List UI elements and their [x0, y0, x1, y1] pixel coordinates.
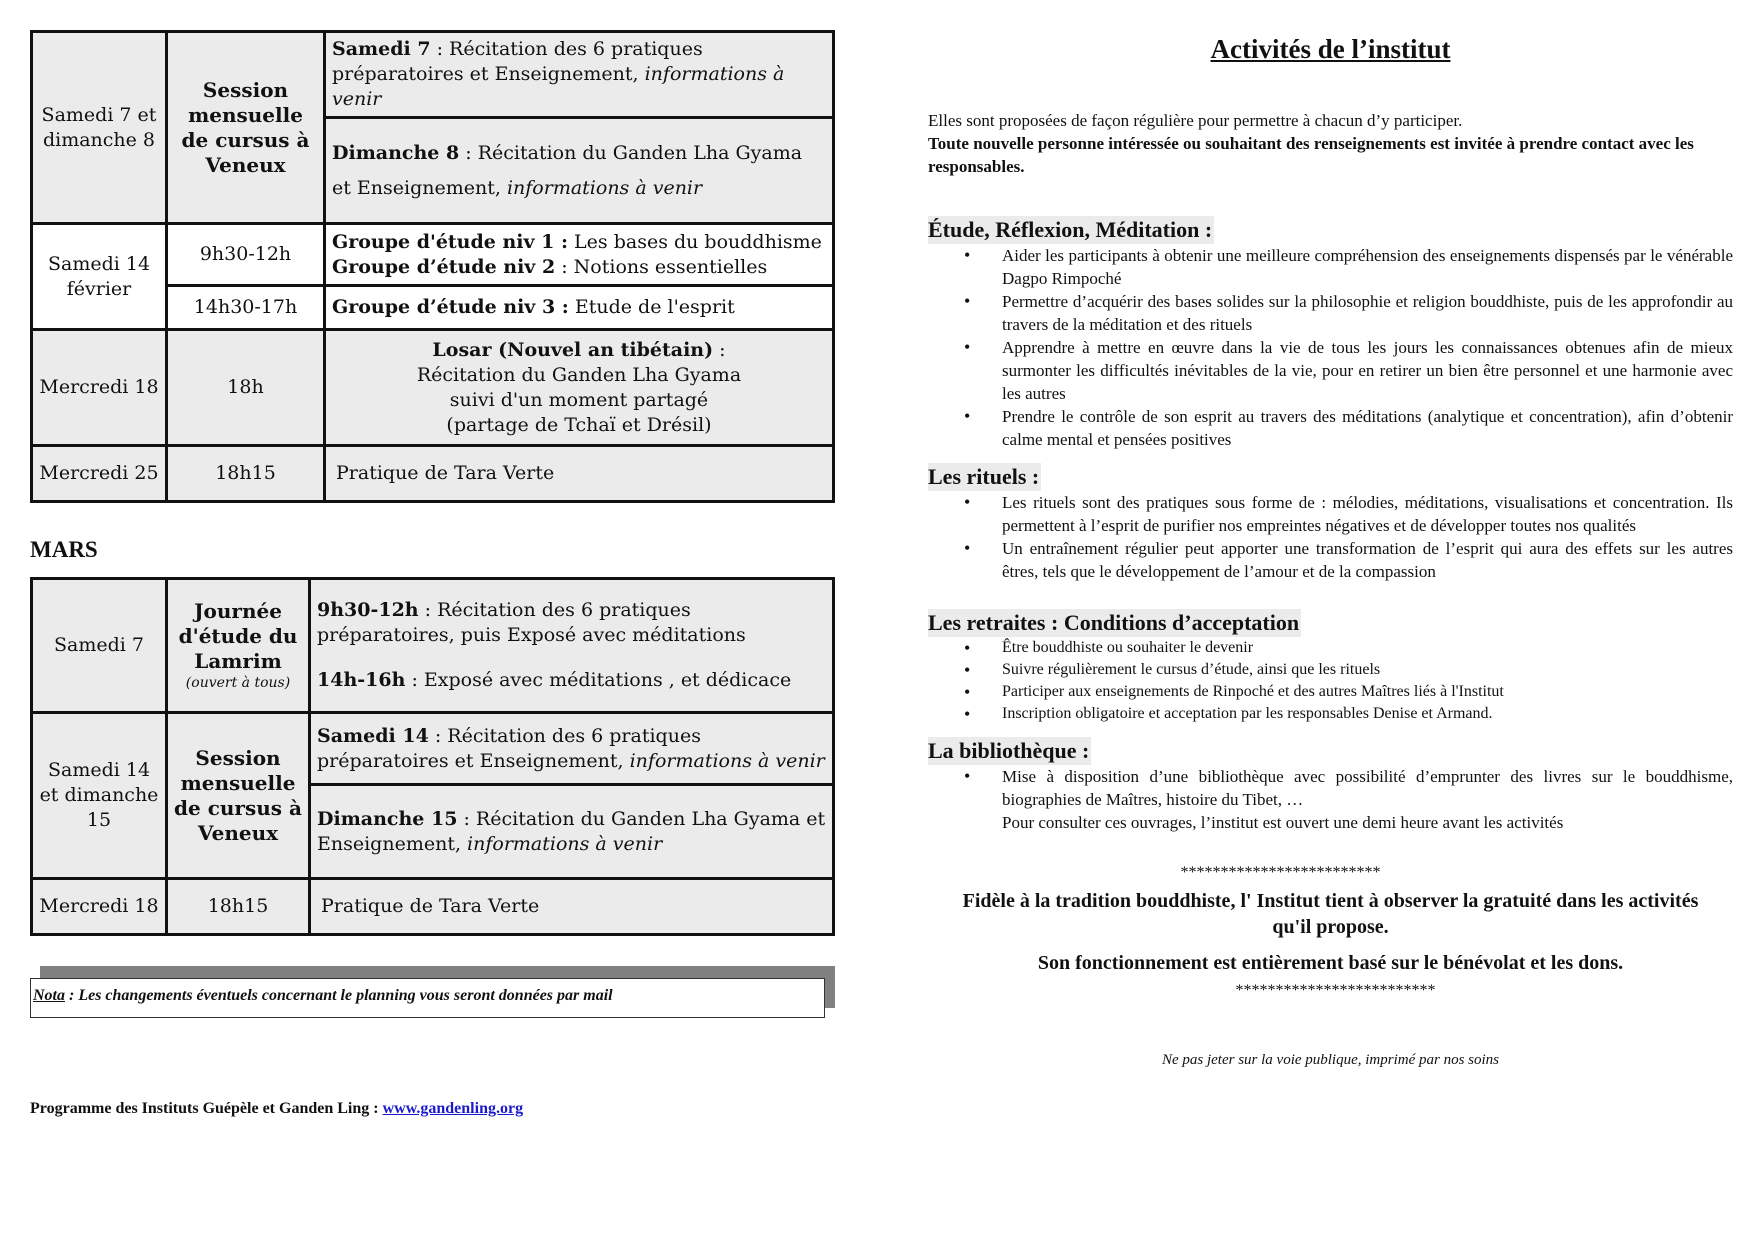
- library-hours-note: Pour consulter ces ouvrages, l’institut est ouvert une demi heure avant les activités: [1002, 813, 1564, 832]
- detail-italic: informations à venir: [332, 63, 785, 110]
- bullet-list: [964, 491, 1733, 583]
- detail-text: : Récitation du Ganden Lha Gyama et Enseignement,: [332, 141, 803, 199]
- time-cell: 14h30-17h: [167, 286, 325, 330]
- section-bibliotheque: [928, 737, 1733, 834]
- detail-text: : Exposé avec méditations , et dédicace: [405, 669, 792, 691]
- list-item: • Participer aux enseignements de Rinpoché et des autres Maîtres liés à l'Institut: [964, 681, 1733, 703]
- section-etude: [928, 216, 1733, 451]
- website-link[interactable]: www.gandenling.org: [382, 1100, 524, 1117]
- detail-label: Groupe d’étude niv 2: [332, 255, 556, 278]
- program-column: [30, 30, 835, 1118]
- list-item: • Un entraînement régulier peut apporter une transformation de l’esprit qui aura des effets sur les autres êtres, tels que le développement de l’amour et de la compassion: [964, 537, 1733, 583]
- event-note: (ouvert à tous): [185, 675, 291, 691]
- section-rituels: [928, 463, 1733, 583]
- bullet-list: [964, 765, 1733, 811]
- nota-label: Nota: [33, 987, 65, 1004]
- activities-column: [928, 30, 1733, 1069]
- separator-stars: *************************: [1180, 864, 1381, 881]
- detail-cell: [325, 224, 834, 286]
- detail-text: : Notions essentielles: [555, 255, 768, 278]
- detail-line: suivi d'un moment partagé: [449, 388, 709, 411]
- march-schedule-table: [30, 577, 835, 936]
- list-item: • Permettre d’acquérir des bases solides sur la philosophie et religion bouddhiste, puis de les approfondir au travers de la méditation et des rituels: [964, 290, 1733, 336]
- detail-label: Dimanche 8: [332, 141, 460, 164]
- detail-italic: informations à venir: [467, 832, 663, 855]
- detail-cell: [325, 286, 834, 330]
- detail-label: Samedi 7: [332, 38, 431, 60]
- date-cell: Samedi 7: [32, 579, 167, 713]
- detail-line: (partage de Tchaï et Drésil): [446, 413, 712, 436]
- detail-cell: Pratique de Tara Verte: [325, 446, 834, 502]
- section-heading: Les rituels :: [928, 464, 1040, 489]
- list-item: • Mise à disposition d’une bibliothèque avec possibilité d’emprunter des livres sur le bouddhisme, biographies de Maîtres, histoire du Tibet, …: [964, 765, 1733, 811]
- detail-label: 9h30-12h: [317, 599, 419, 621]
- date-cell: Samedi 14 et dimanche 15: [32, 713, 167, 879]
- section-heading: Les retraites : Conditions d’acceptation: [928, 610, 1300, 635]
- event-cell: Session mensuelle de cursus à Veneux: [167, 713, 310, 879]
- detail-title: Losar (Nouvel an tibétain): [432, 338, 714, 361]
- time-cell: 18h: [167, 330, 325, 446]
- section-heading: La bibliothèque :: [928, 738, 1090, 763]
- nota-text: : Les changements éventuels concernant le planning vous seront données par mail: [65, 987, 613, 1004]
- nota-content: [30, 978, 825, 1018]
- list-item: • Inscription obligatoire et acceptation par les responsables Denise et Armand.: [964, 703, 1733, 725]
- list-item: • Prendre le contrôle de son esprit au travers des méditations (analytique et concentration), afin d’obtenir calme mental et pensées positives: [964, 405, 1733, 451]
- list-item: • Apprendre à mettre en œuvre dans la vie de tous les jours les connaissances obtenues afin de mieux surmonter les difficultés inévitables de la vie, pour en retirer un bien être personnel et une harmonie avec les autres: [964, 336, 1733, 405]
- date-cell: Mercredi 18: [32, 330, 167, 446]
- list-item: • Suivre régulièrement le cursus d’étude, ainsi que les rituels: [964, 659, 1733, 681]
- detail-italic: informations à venir: [506, 176, 703, 199]
- time-cell: 18h15: [167, 446, 325, 502]
- detail-text: : Récitation du Ganden Lha Gyama et Enseignement,: [317, 807, 826, 855]
- detail-text: Les bases du bouddhisme: [568, 230, 822, 253]
- detail-cell: [310, 579, 834, 713]
- detail-cell: [325, 32, 834, 118]
- detail-cell: [310, 713, 834, 785]
- separator-stars: *************************: [1235, 982, 1436, 999]
- intro: [928, 109, 1733, 178]
- intro-bold-text: Toute nouvelle personne intéressée ou souhaitant des renseignements est invitée à prendre contact avec les responsables.: [928, 134, 1694, 176]
- footer-text: Programme des Instituts Guépèle et Ganden Ling :: [30, 1100, 383, 1117]
- benevolat-statement: Son fonctionnement est entièrement basé sur le bénévolat et les dons.: [1037, 952, 1624, 974]
- time-cell: 9h30-12h: [167, 224, 325, 286]
- section-retraites: [928, 609, 1733, 725]
- detail-text: : Récitation des 6 pratiques préparatoires et Enseignement,: [317, 724, 701, 772]
- nota-box: [30, 966, 835, 1020]
- date-cell: Samedi 7 et dimanche 8: [32, 32, 167, 224]
- event-cell: [167, 579, 310, 713]
- intro-text: Elles sont proposées de façon régulière pour permettre à chacun d’y participer.: [928, 111, 1463, 130]
- detail-cell: Pratique de Tara Verte: [310, 879, 834, 935]
- disclaimer: Ne pas jeter sur la voie publique, imprimé par nos soins: [1161, 1052, 1500, 1068]
- footer: [30, 1100, 835, 1118]
- detail-line: Récitation du Ganden Lha Gyama: [416, 363, 742, 386]
- detail-cell: [325, 330, 834, 446]
- list-item: • Être bouddhiste ou souhaiter le devenir: [964, 637, 1733, 659]
- page-title: Activités de l’institut: [1210, 34, 1451, 64]
- list-item: • Aider les participants à obtenir une meilleure compréhension des enseignements dispensés par le vénérable Dagpo Rimpoché: [964, 244, 1733, 290]
- detail-text: Etude de l'esprit: [568, 296, 735, 318]
- date-cell: Mercredi 18: [32, 879, 167, 935]
- detail-label: Groupe d'étude niv 1 :: [332, 230, 569, 253]
- gratuity-statement: Fidèle à la tradition bouddhiste, l' Institut tient à observer la gratuité dans les activités qu'il propose.: [962, 890, 1699, 938]
- date-cell: Samedi 14 février: [32, 224, 167, 330]
- detail-cell: [325, 118, 834, 224]
- detail-text: : Récitation des 6 pratiques préparatoires, puis Exposé avec méditations: [317, 599, 746, 646]
- bullet-list: [964, 244, 1733, 451]
- detail-text: : Récitation des 6 pratiques préparatoires et Enseignement,: [332, 38, 703, 85]
- time-cell: 18h15: [167, 879, 310, 935]
- detail-label: Samedi 14: [317, 724, 429, 747]
- detail-text: :: [713, 338, 726, 361]
- list-item: • Les rituels sont des pratiques sous forme de : mélodies, méditations, visualisations et concentration. Ils permettent à l’esprit de purifier nos empreintes négatives et de développer toutes nos qualités: [964, 491, 1733, 537]
- february-schedule-table: [30, 30, 835, 503]
- bullet-list: [964, 637, 1733, 725]
- detail-cell: [310, 785, 834, 879]
- month-heading: MARS: [30, 537, 98, 562]
- event-cell: Session mensuelle de cursus à Veneux: [167, 32, 325, 224]
- detail-label: 14h-16h: [317, 669, 406, 691]
- date-cell: Mercredi 25: [32, 446, 167, 502]
- section-heading: Étude, Réflexion, Méditation :: [928, 217, 1213, 242]
- detail-label: Dimanche 15: [317, 807, 458, 830]
- event-title: Journée d'étude du Lamrim: [178, 599, 298, 673]
- detail-italic: informations à venir: [629, 749, 825, 772]
- detail-label: Groupe d’étude niv 3 :: [332, 296, 569, 318]
